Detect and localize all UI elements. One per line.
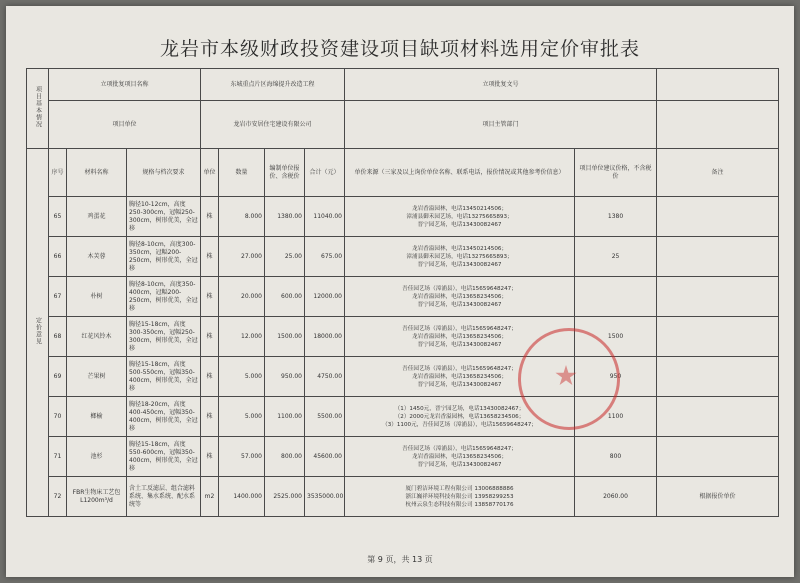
col-seq: 序号	[49, 149, 67, 197]
cell-seq: 69	[49, 357, 67, 397]
table-row	[27, 397, 779, 437]
cell-unit-price: 950.00	[265, 357, 305, 397]
cell-qty: 1400.000	[219, 477, 265, 517]
col-unit-price: 编制单位报价、含税价	[265, 149, 305, 197]
cell-source: 厦门碧洁环境工程有限公司 13006888886 浙江巍祥环境科技有限公司 13958299253 杭州云泉生态科技有限公司 13858770176	[345, 477, 575, 517]
cell-unit: 株	[201, 277, 219, 317]
project-name-row	[27, 69, 779, 101]
table-row	[27, 197, 779, 237]
cell-total: 12000.00	[305, 277, 345, 317]
cell-total: 5500.00	[305, 397, 345, 437]
table-row	[27, 357, 779, 397]
cell-unit-price: 1500.00	[265, 317, 305, 357]
cell-spec: 胸径10-12cm，高度250-300cm，冠幅250-300cm，树形优美，全冠移	[127, 197, 201, 237]
cell-spec: 胸径15-18cm，高度550-600cm，冠幅350-400cm，树形优美，全冠移	[127, 437, 201, 477]
table-row	[27, 317, 779, 357]
project-unit-value: 龙岩市安居住宅建设有限公司	[201, 101, 345, 149]
cell-remark	[657, 397, 779, 437]
cell-remark	[657, 317, 779, 357]
cell-remark	[657, 357, 779, 397]
cell-source: 吾佳园艺场（漳浦县），电话15659648247； 龙岩香溢园林，电话13658234506； 晋宁园艺场，电话13430082467	[345, 357, 575, 397]
cell-remark	[657, 277, 779, 317]
cell-source: 吾佳园艺场（漳浦县），电话15659648247； 龙岩香溢园林，电话13658234506； 晋宁园艺场，电话13430082467	[345, 277, 575, 317]
column-header-row	[27, 149, 779, 197]
col-unit: 单位	[201, 149, 219, 197]
cell-name: 红花风铃木	[67, 317, 127, 357]
cell-source: 吾佳园艺场（漳浦县），电话15659648247； 龙岩香溢园林，电话13658234506； 晋宁园艺场，电话13430082467	[345, 317, 575, 357]
page-number: 第 9 页，共 13 页	[367, 555, 433, 564]
cell-unit: 株	[201, 397, 219, 437]
table-row	[27, 237, 779, 277]
table-row	[27, 277, 779, 317]
cell-spec: 胸径15-18cm，高度300-350cm，冠幅250-300cm，树形优美，全冠移	[127, 317, 201, 357]
cell-unit: 株	[201, 437, 219, 477]
cell-source: 吾佳园艺场（漳浦县），电话15659648247； 龙岩香溢园林，电话13658234506； 晋宁园艺场，电话13430082467	[345, 437, 575, 477]
cell-remark: 根据报价单价	[657, 477, 779, 517]
col-spec: 规格与档次要求	[127, 149, 201, 197]
cell-name: 榔榆	[67, 397, 127, 437]
cell-spec: 胸径8-10cm，高度350-400cm，冠幅200-250cm，树形优美，全冠移	[127, 277, 201, 317]
cell-unit: 株	[201, 357, 219, 397]
cell-seq: 65	[49, 197, 67, 237]
cell-spec: 胸径8-10cm，高度300-350cm，冠幅200-250cm，树形优美，全冠移	[127, 237, 201, 277]
cell-approved	[575, 277, 657, 317]
cell-approved: 25	[575, 237, 657, 277]
cell-unit: 株	[201, 197, 219, 237]
project-name-label: 立项批复项目名称	[49, 69, 201, 101]
cell-approved: 1380	[575, 197, 657, 237]
basic-info-label: 项目基本情况	[27, 69, 49, 149]
cell-remark	[657, 437, 779, 477]
project-unit-label: 项目单位	[49, 101, 201, 149]
project-unit-row	[27, 101, 779, 149]
cell-total: 18000.00	[305, 317, 345, 357]
cell-total: 3535000.00	[305, 477, 345, 517]
project-name-value: 东城重点片区海绵提升改造工程	[201, 69, 345, 101]
cell-seq: 72	[49, 477, 67, 517]
cell-name: 木芙蓉	[67, 237, 127, 277]
cell-name: 芒果树	[67, 357, 127, 397]
cell-qty: 27.000	[219, 237, 265, 277]
cell-approved: 950	[575, 357, 657, 397]
cell-approved: 800	[575, 437, 657, 477]
approval-doc-value	[657, 69, 779, 101]
cell-unit: 株	[201, 317, 219, 357]
cell-qty: 5.000	[219, 357, 265, 397]
cell-qty: 20.000	[219, 277, 265, 317]
cell-name: 朴树	[67, 277, 127, 317]
cell-unit-price: 1380.00	[265, 197, 305, 237]
cell-approved: 1100	[575, 397, 657, 437]
col-total: 合计（元）	[305, 149, 345, 197]
cell-spec: 胸径18-20cm，高度400-450cm，冠幅350-400cm，树形优美，全冠移	[127, 397, 201, 437]
table-row	[27, 477, 779, 517]
col-name: 材料名称	[67, 149, 127, 197]
cell-source: 龙岩香溢园林，电话13450214506； 漳浦县御禾园艺场，电话13275665893； 晋宁园艺场，电话13430082467	[345, 197, 575, 237]
cell-unit-price: 25.00	[265, 237, 305, 277]
col-approved: 项目单位建议价格，不含税价	[575, 149, 657, 197]
cell-seq: 71	[49, 437, 67, 477]
cell-total: 4750.00	[305, 357, 345, 397]
cell-approved: 2060.00	[575, 477, 657, 517]
cell-source: 龙岩香溢园林，电话13450214506； 漳浦县御禾园艺场，电话13275665893； 晋宁园艺场，电话13430082467	[345, 237, 575, 277]
table-row	[27, 437, 779, 477]
document-title: 龙岩市本级财政投资建设项目缺项材料选用定价审批表	[159, 38, 640, 60]
cell-seq: 68	[49, 317, 67, 357]
cell-name: 池杉	[67, 437, 127, 477]
cell-unit-price: 1100.00	[265, 397, 305, 437]
cell-total: 45600.00	[305, 437, 345, 477]
cell-seq: 67	[49, 277, 67, 317]
cell-qty: 57.000	[219, 437, 265, 477]
pricing-table	[26, 68, 779, 517]
cell-unit-price: 2525.000	[265, 477, 305, 517]
document-page	[6, 6, 794, 577]
cell-name: 鸡蛋花	[67, 197, 127, 237]
cell-source: （1）1450元，晋宁园艺场，电话13430082467； （2）2000元龙岩香溢园林，电话13658234506； （3）1100元，吾佳园艺场（漳浦县），电话15659648247；	[345, 397, 575, 437]
cell-qty: 8.000	[219, 197, 265, 237]
pricing-opinion-label: 定价意见	[27, 149, 49, 517]
cell-seq: 70	[49, 397, 67, 437]
cell-unit-price: 600.00	[265, 277, 305, 317]
approval-doc-label: 立项批复文号	[345, 69, 657, 101]
cell-spec: 胸径15-18cm，高度500-550cm，冠幅350-400cm，树形优美，全冠移	[127, 357, 201, 397]
cell-approved: 1500	[575, 317, 657, 357]
col-source: 单价来源（三家及以上询价单位名称、联系电话，报价情况或其他参考价信息）	[345, 149, 575, 197]
col-remark: 备注	[657, 149, 779, 197]
cell-unit: 株	[201, 237, 219, 277]
cell-qty: 12.000	[219, 317, 265, 357]
cell-spec: 含土工反滤层、组合滤料系统、集水系统、配水系统等	[127, 477, 201, 517]
cell-unit-price: 800.00	[265, 437, 305, 477]
authority-label: 项目主管部门	[345, 101, 657, 149]
cell-total: 675.00	[305, 237, 345, 277]
cell-remark	[657, 237, 779, 277]
authority-value	[657, 101, 779, 149]
cell-total: 11040.00	[305, 197, 345, 237]
cell-remark	[657, 197, 779, 237]
cell-unit: m2	[201, 477, 219, 517]
col-qty: 数量	[219, 149, 265, 197]
cell-seq: 66	[49, 237, 67, 277]
cell-qty: 5.000	[219, 397, 265, 437]
cell-name: FBR生物床工艺包L1200m³/d	[67, 477, 127, 517]
